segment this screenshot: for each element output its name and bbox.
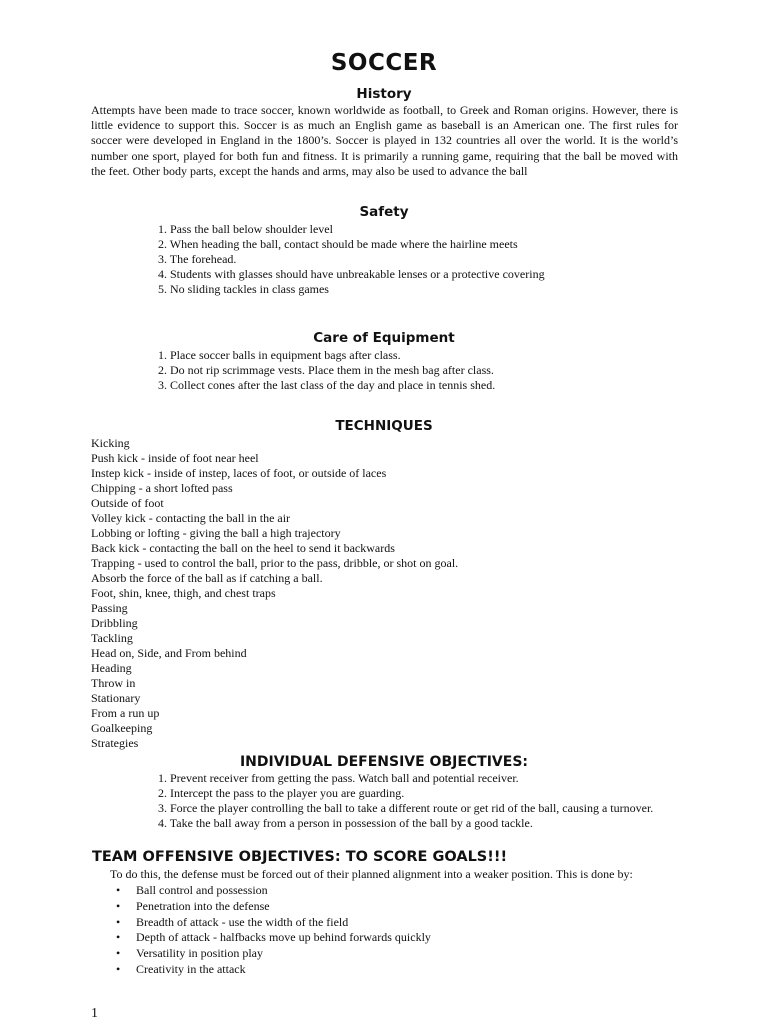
list-item: 3. The forehead.: [158, 252, 237, 266]
list-item: Passing: [91, 601, 128, 615]
list-item: 4. Students with glasses should have unbreakable lenses or a protective covering: [158, 267, 545, 281]
list-item: Tackling: [91, 631, 133, 645]
list-item: Kicking: [91, 436, 130, 450]
list-item: • Depth of attack - halfbacks move up behind forwards quickly: [114, 930, 431, 946]
offensive-list: [114, 883, 431, 978]
list-item: 2. Intercept the pass to the player you are guarding.: [158, 786, 405, 800]
list-item: Foot, shin, knee, thigh, and chest traps: [91, 586, 276, 600]
list-item: Absorb the force of the ball as if catching a ball.: [91, 571, 323, 585]
list-item: 5. No sliding tackles in class games: [158, 282, 329, 296]
page-title: SOCCER: [330, 50, 438, 76]
techniques-heading: TECHNIQUES: [335, 418, 433, 434]
list-item: • Penetration into the defense: [114, 899, 431, 915]
defensive-list: [158, 771, 653, 831]
list-item: Trapping - used to control the ball, prior to the pass, dribble, or shot on goal.: [91, 556, 459, 570]
history-heading: History: [356, 86, 412, 102]
list-item: Throw in: [91, 676, 136, 690]
list-item: 1. Place soccer balls in equipment bags after class.: [158, 348, 401, 362]
defensive-heading: INDIVIDUAL DEFENSIVE OBJECTIVES:: [239, 754, 529, 770]
care-heading: Care of Equipment: [313, 330, 455, 346]
list-item: Heading: [91, 661, 132, 675]
list-item: • Versatility in position play: [114, 946, 431, 962]
list-item: 3. Force the player controlling the ball to take a different route or get rid of the ball, causing a turnover.: [158, 801, 654, 815]
care-list: [158, 348, 495, 393]
list-item: 2. Do not rip scrimmage vests. Place them in the mesh bag after class.: [158, 363, 494, 377]
techniques-list: [91, 436, 458, 751]
list-item: Stationary: [91, 691, 141, 705]
safety-heading: Safety: [359, 204, 409, 220]
list-item: From a run up: [91, 706, 160, 720]
list-item: Outside of foot: [91, 496, 164, 510]
list-item: 3. Collect cones after the last class of the day and place in tennis shed.: [158, 378, 496, 392]
page-number: 1: [91, 1006, 98, 1021]
list-item: Push kick - inside of foot near heel: [91, 451, 259, 465]
offensive-heading: TEAM OFFENSIVE OBJECTIVES: TO SCORE GOALS!!!: [92, 849, 508, 865]
list-item: Chipping - a short lofted pass: [91, 481, 233, 495]
safety-list: [158, 222, 545, 297]
list-item: • Breadth of attack - use the width of the field: [114, 915, 431, 931]
list-item: Dribbling: [91, 616, 138, 630]
list-item: Volley kick - contacting the ball in the air: [91, 511, 291, 525]
list-item: 4. Take the ball away from a person in possession of the ball by a good tackle.: [158, 816, 533, 830]
list-item: 1. Pass the ball below shoulder level: [158, 222, 333, 236]
list-item: Head on, Side, and From behind: [91, 646, 247, 660]
list-item: Lobbing or lofting - giving the ball a high trajectory: [91, 526, 341, 540]
history-paragraph: Attempts have been made to trace soccer, known worldwide as football, to Greek and Roman origins. However, there is little evidence to support this. Soccer is as much an English game as baseball is an American one. The first rules for soccer were developed in England in the 1800’s. Soccer is played in 132 countries all over the world. It is the world’s number one sport, played for both fun and fitness. It is primarily a running game, requiring that the ball be moved with the feet. Other body parts, except the hands and arms, may also be used to advance the ball: [91, 103, 678, 178]
list-item: • Creativity in the attack: [114, 962, 431, 978]
list-item: Back kick - contacting the ball on the heel to send it backwards: [91, 541, 395, 555]
list-item: 2. When heading the ball, contact should be made where the hairline meets: [158, 237, 518, 251]
list-item: • Ball control and possession: [114, 883, 431, 899]
list-item: Instep kick - inside of instep, laces of foot, or outside of laces: [91, 466, 387, 480]
list-item: 1. Prevent receiver from getting the pass. Watch ball and potential receiver.: [158, 771, 519, 785]
list-item: Goalkeeping: [91, 721, 153, 735]
offensive-intro: To do this, the defense must be forced out of their planned alignment into a weaker position. This is done by:: [110, 867, 633, 881]
list-item: Strategies: [91, 736, 139, 750]
